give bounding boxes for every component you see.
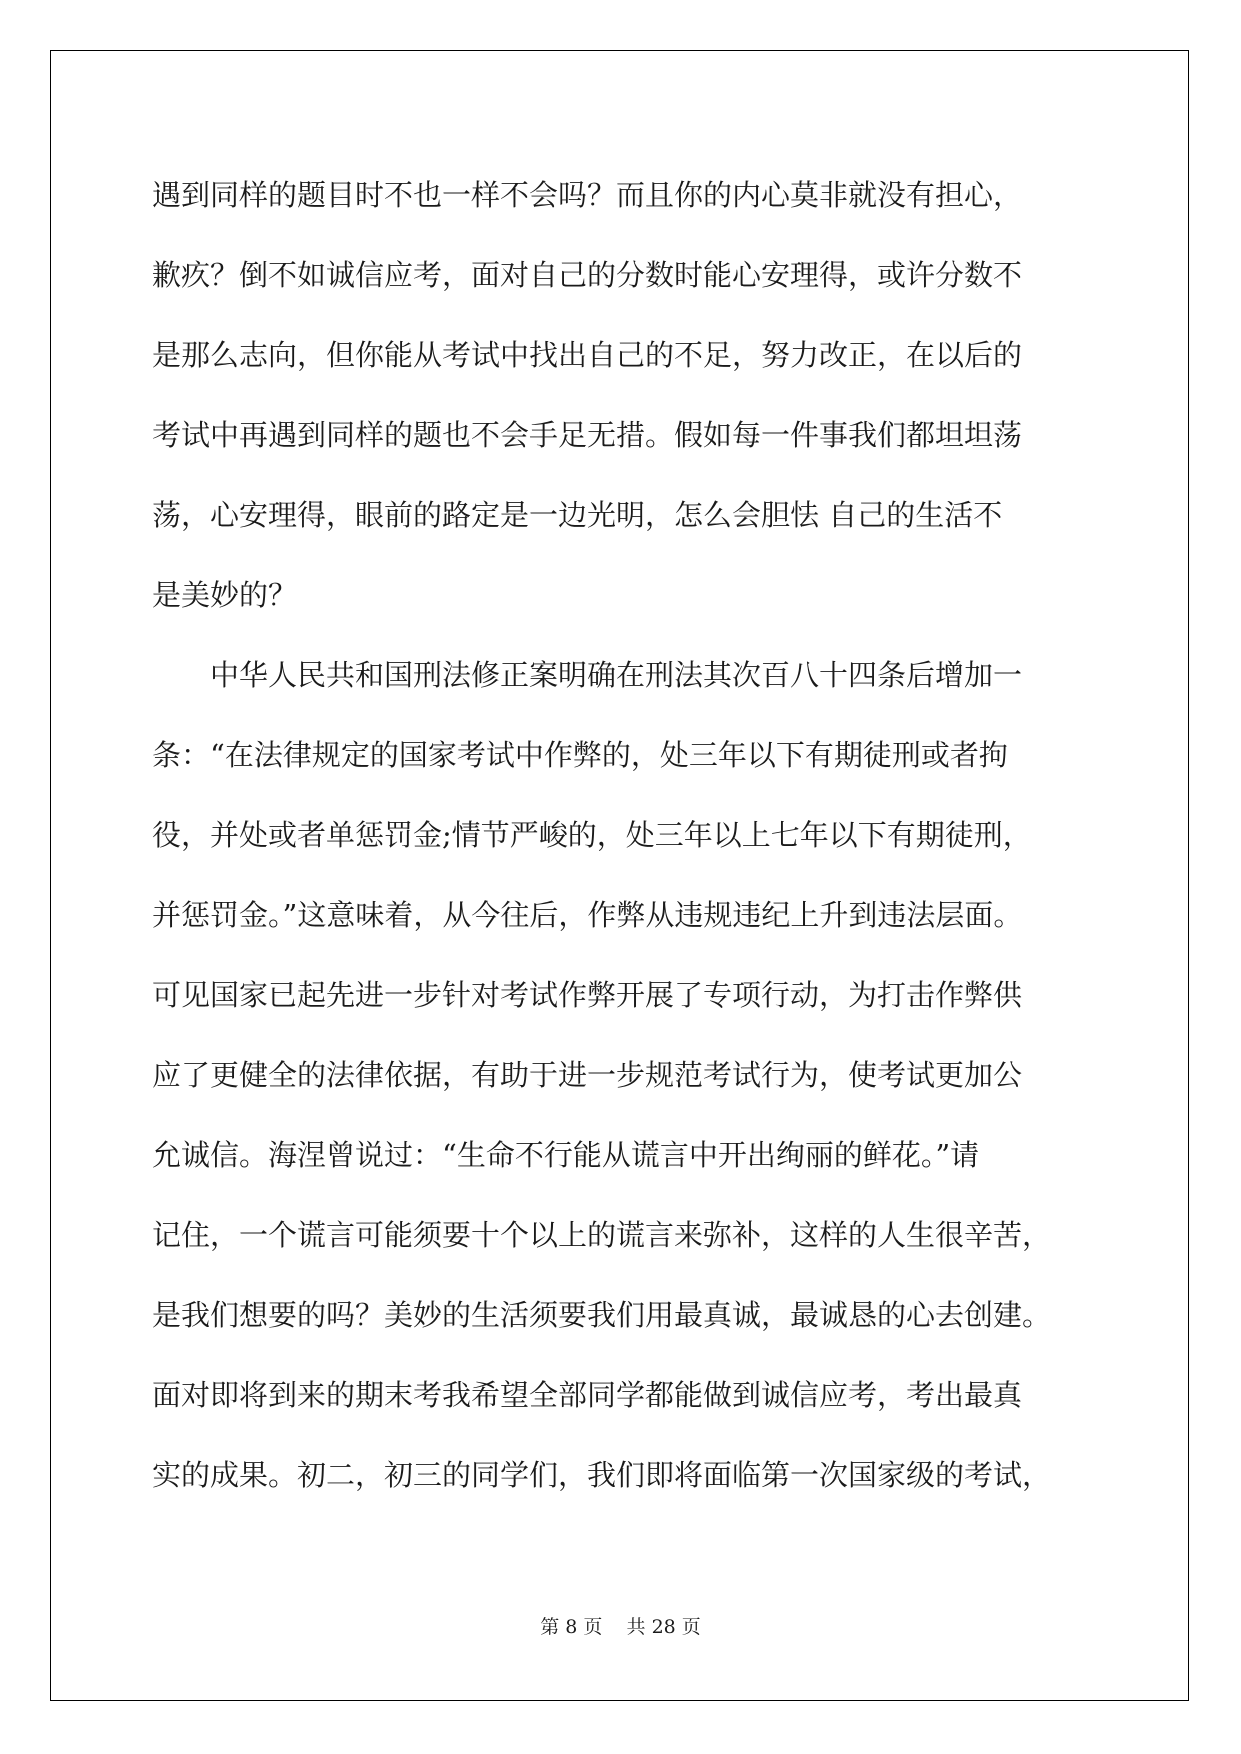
body-line: 可见国家已起先进一步针对考试作弊开展了专项行动，为打击作弊供 [152,978,1023,1012]
body-line: 实的成果。初二，初三的同学们，我们即将面临第一次国家级的考试， [152,1458,1052,1492]
body-line: 歉疚？倒不如诚信应考，面对自己的分数时能心安理得，或许分数不 [152,258,1023,292]
body-line: 中华人民共和国刑法修正案明确在刑法其次百八十四条后增加一 [152,658,1023,692]
body-line: 遇到同样的题目时不也一样不会吗？而且你的内心莫非就没有担心， [152,178,1023,212]
body-line: 是我们想要的吗？美妙的生活须要我们用最真诚，最诚恳的心去创建。 [152,1298,1052,1332]
body-line: 应了更健全的法律依据，有助于进一步规范考试行为，使考试更加公 [152,1058,1023,1092]
body-line: 是美妙的？ [152,578,298,612]
body-line: 考试中再遇到同样的题也不会手足无措。假如每一件事我们都坦坦荡 [152,418,1023,452]
body-line: 记住，一个谎言可能须要十个以上的谎言来弥补，这样的人生很辛苦， [152,1218,1052,1252]
body-line: 面对即将到来的期末考我希望全部同学都能做到诚信应考，考出最真 [152,1378,1023,1412]
page-number-footer: 第 8 页 共 28 页 [540,1616,701,1638]
body-line: 是那么志向，但你能从考试中找出自己的不足，努力改正，在以后的 [152,338,1023,372]
body-line: 荡，心安理得，眼前的路定是一边光明，怎么会胆怯 自己的生活不 [152,498,1003,532]
body-line: 允诚信。海涅曾说过：“生命不行能从谎言中开出绚丽的鲜花。”请 [152,1138,980,1172]
body-line: 并惩罚金。”这意味着，从今往后，作弊从违规违纪上升到违法层面。 [152,898,1023,932]
document-body [152,155,1106,1515]
body-line: 役，并处或者单惩罚金;情节严峻的，处三年以上七年以下有期徒刑， [152,818,1032,852]
body-line: 条：“在法律规定的国家考试中作弊的，处三年以下有期徒刑或者拘 [152,738,1008,772]
